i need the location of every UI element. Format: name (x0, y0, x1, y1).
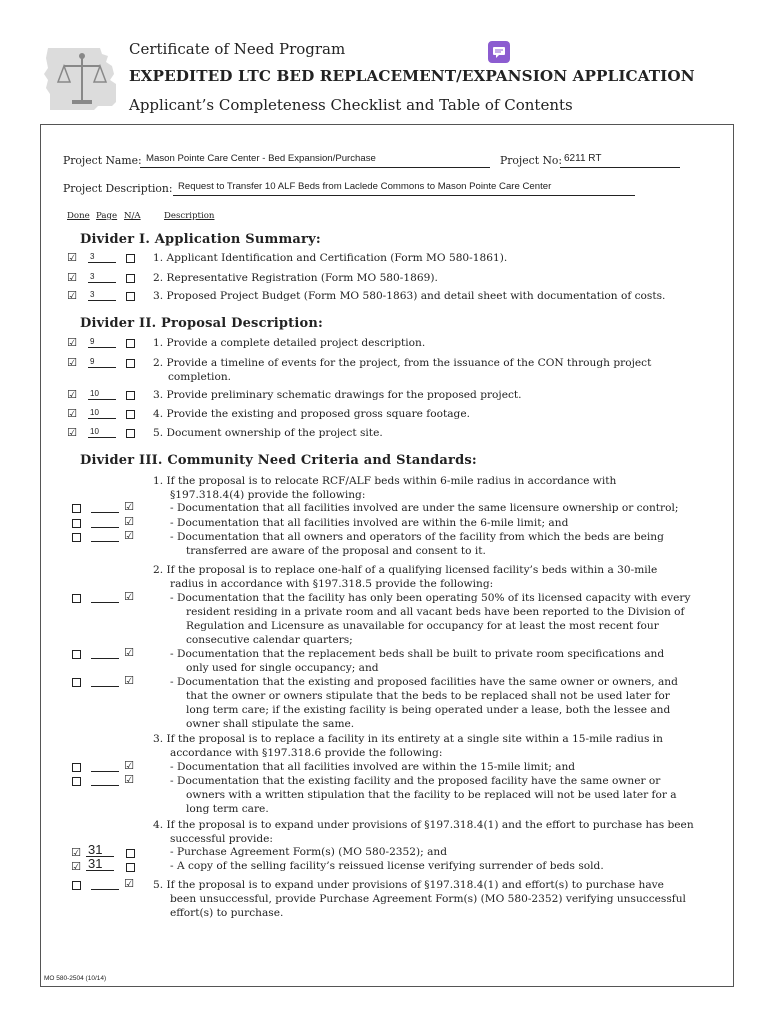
checklist-item: 3. Proposed Project Budget (Form MO 580-1863) and detail sheet with documentation of costs. (153, 290, 666, 302)
divider-3-heading: Divider III. Community Need Criteria and Standards: (80, 453, 477, 468)
checklist-subitem: - Documentation that all facilities involved are within the 6-mile limit; and (170, 517, 569, 529)
checklist-subitem: - Documentation that all owners and operators of the facility from which the beds are being (170, 531, 664, 543)
na-checkbox[interactable] (126, 429, 135, 438)
checklist-subitem-cont: long term care. (186, 803, 269, 815)
na-checkbox[interactable] (126, 849, 135, 858)
na-checkbox[interactable]: ☑ (124, 515, 134, 528)
checklist-item: 2. Provide a timeline of events for the project, from the issuance of the CON through project (153, 357, 652, 369)
na-checkbox[interactable] (126, 292, 135, 301)
na-checkbox[interactable] (126, 359, 135, 368)
checklist-item: 5. Document ownership of the project site. (153, 427, 383, 439)
checklist-subitem-cont: Regulation and Licensure as unavailable for occupancy for at least the most recent four (186, 620, 659, 632)
program-name: Certificate of Need Program (129, 40, 346, 58)
missouri-seal-logo (42, 44, 122, 112)
done-checkbox[interactable] (72, 881, 81, 890)
page-field[interactable]: 3 (88, 290, 116, 301)
done-checkbox[interactable]: ☑ (67, 388, 77, 401)
divider-1-heading: Divider I. Application Summary: (80, 232, 321, 247)
done-checkbox[interactable]: ☑ (71, 860, 81, 873)
na-checkbox[interactable]: ☑ (124, 646, 134, 659)
done-checkbox[interactable] (72, 777, 81, 786)
na-checkbox[interactable]: ☑ (124, 674, 134, 687)
na-checkbox[interactable] (126, 391, 135, 400)
comment-icon[interactable] (488, 41, 510, 63)
page-field[interactable]: 3 (88, 272, 116, 283)
done-checkbox[interactable]: ☑ (67, 356, 77, 369)
done-checkbox[interactable]: ☑ (71, 846, 81, 859)
done-checkbox[interactable] (72, 763, 81, 772)
criterion-3: 3. If the proposal is to replace a facility in its entirety at a single site within a 15-mile radius in (153, 733, 663, 745)
checklist-subitem-cont: owner shall stipulate the same. (186, 718, 355, 730)
done-checkbox[interactable] (72, 504, 81, 513)
page-field[interactable]: 10 (88, 427, 116, 438)
checklist-subitem-cont: that the owner or owners stipulate that the beds to be replaced shall not be used later for (186, 690, 670, 702)
na-checkbox[interactable] (126, 254, 135, 263)
done-checkbox[interactable] (72, 519, 81, 528)
checklist-item: 1. Applicant Identification and Certification (Form MO 580-1861). (153, 252, 508, 264)
checklist-item: 2. Representative Registration (Form MO 580-1869). (153, 272, 438, 284)
page-field[interactable]: 10 (88, 408, 116, 419)
page-field[interactable]: 10 (88, 389, 116, 400)
form-subtitle: Applicant’s Completeness Checklist and Table of Contents (129, 96, 573, 114)
checklist-subitem-cont: owners with a written stipulation that the facility to be replaced will not be used later for a (186, 789, 677, 801)
na-checkbox[interactable]: ☑ (124, 590, 134, 603)
checklist-subitem: - Purchase Agreement Form(s) (MO 580-2352); and (170, 846, 448, 858)
project-description-label: Project Description: (63, 182, 173, 195)
col-done: Done (67, 211, 90, 221)
checklist-subitem-cont: transferred are aware of the proposal and consent to it. (186, 545, 486, 557)
criterion-4-cont: successful provide: (170, 833, 273, 845)
page-field[interactable] (91, 502, 119, 513)
criterion-1-cont: §197.318.4(4) provide the following: (170, 489, 366, 501)
checklist-subitem-cont: resident residing in a private room and all vacant beds have been reported to the Division of (186, 606, 685, 618)
checklist-subitem-cont: only used for single occupancy; and (186, 662, 379, 674)
na-checkbox[interactable]: ☑ (124, 877, 134, 890)
page-field[interactable] (91, 648, 119, 659)
criterion-2: 2. If the proposal is to replace one-half of a qualifying licensed facility’s beds within a 30-mile (153, 564, 658, 576)
done-checkbox[interactable]: ☑ (67, 407, 77, 420)
page-field[interactable] (91, 531, 119, 542)
done-checkbox[interactable]: ☑ (67, 289, 77, 302)
checklist-subitem: - Documentation that all facilities involved are under the same licensure ownership or control; (170, 502, 679, 514)
page-field[interactable] (91, 775, 119, 786)
page-field[interactable]: 9 (88, 357, 116, 368)
page-field[interactable] (91, 592, 119, 603)
page-field[interactable]: 9 (88, 337, 116, 348)
checklist-subitem: - Documentation that the replacement beds shall be built to private room specifications and (170, 648, 665, 660)
na-checkbox[interactable] (126, 863, 135, 872)
checklist-item: 4. Provide the existing and proposed gross square footage. (153, 408, 470, 420)
na-checkbox[interactable]: ☑ (124, 773, 134, 786)
col-page: Page (96, 211, 118, 221)
checklist-subitem: - Documentation that the existing and proposed facilities have the same owner or owners, and (170, 676, 678, 688)
na-checkbox[interactable]: ☑ (124, 500, 134, 513)
na-checkbox[interactable]: ☑ (124, 529, 134, 542)
checklist-item: 3. Provide preliminary schematic drawings for the proposed project. (153, 389, 522, 401)
done-checkbox[interactable] (72, 533, 81, 542)
project-no-label: Project No: (500, 154, 563, 167)
page-field[interactable]: 3 (88, 252, 116, 263)
project-name-field[interactable]: Mason Pointe Care Center - Bed Expansion/Purchase (146, 153, 376, 164)
page-field[interactable] (91, 879, 119, 890)
checklist-subitem: - Documentation that the existing facility and the proposed facility have the same owner or (170, 775, 661, 787)
page-field[interactable] (91, 676, 119, 687)
checklist-subitem: - A copy of the selling facility’s reissued license verifying surrender of beds sold. (170, 860, 604, 872)
form-number: MO 580-2504 (10/14) (44, 975, 107, 982)
page-field[interactable]: 31 (86, 858, 114, 871)
criterion-5: 5. If the proposal is to expand under provisions of §197.318.4(1) and effort(s) to purchase have (153, 879, 664, 891)
done-checkbox[interactable] (72, 594, 81, 603)
page-field[interactable] (91, 761, 119, 772)
divider-2-heading: Divider II. Proposal Description: (80, 316, 324, 331)
checklist-subitem: - Documentation that all facilities involved are within the 15-mile limit; and (170, 761, 576, 773)
done-checkbox[interactable] (72, 650, 81, 659)
done-checkbox[interactable]: ☑ (67, 251, 77, 264)
criterion-5-cont: effort(s) to purchase. (170, 907, 284, 919)
project-description-field[interactable]: Request to Transfer 10 ALF Beds from Laclede Commons to Mason Pointe Care Center (178, 181, 552, 192)
page-field[interactable] (91, 517, 119, 528)
done-checkbox[interactable]: ☑ (67, 336, 77, 349)
form-title: EXPEDITED LTC BED REPLACEMENT/EXPANSION APPLICATION (129, 67, 695, 85)
checklist-subitem: - Documentation that the facility has only been operating 50% of its licensed capacity with every (170, 592, 691, 604)
project-name-label: Project Name: (63, 154, 142, 167)
project-no-field[interactable]: 6211 RT (564, 153, 602, 164)
criterion-2-cont: radius in accordance with §197.318.5 provide the following: (170, 578, 494, 590)
na-checkbox[interactable] (126, 410, 135, 419)
checklist-subitem-cont: consecutive calendar quarters; (186, 634, 353, 646)
criterion-5-cont: been unsuccessful, provide Purchase Agreement Form(s) (MO 580-2352) verifying unsuccessful (170, 893, 686, 905)
na-checkbox[interactable]: ☑ (124, 759, 134, 772)
checklist-item-continued: completion. (168, 371, 232, 383)
col-na: N/A (124, 211, 141, 221)
page-field[interactable]: 31 (86, 844, 114, 857)
na-checkbox[interactable] (126, 274, 135, 283)
criterion-3-cont: accordance with §197.318.6 provide the following: (170, 747, 443, 759)
done-checkbox[interactable] (72, 678, 81, 687)
done-checkbox[interactable]: ☑ (67, 271, 77, 284)
na-checkbox[interactable] (126, 339, 135, 348)
checklist-subitem-cont: long term care; if the existing facility is being operated under a lease, both the lessee and (186, 704, 671, 716)
done-checkbox[interactable]: ☑ (67, 426, 77, 439)
criterion-4: 4. If the proposal is to expand under provisions of §197.318.4(1) and the effort to purchase has been (153, 819, 694, 831)
checklist-item: 1. Provide a complete detailed project description. (153, 337, 426, 349)
criterion-1: 1. If the proposal is to relocate RCF/ALF beds within 6-mile radius in accordance with (153, 475, 617, 487)
col-description: Description (164, 211, 215, 221)
